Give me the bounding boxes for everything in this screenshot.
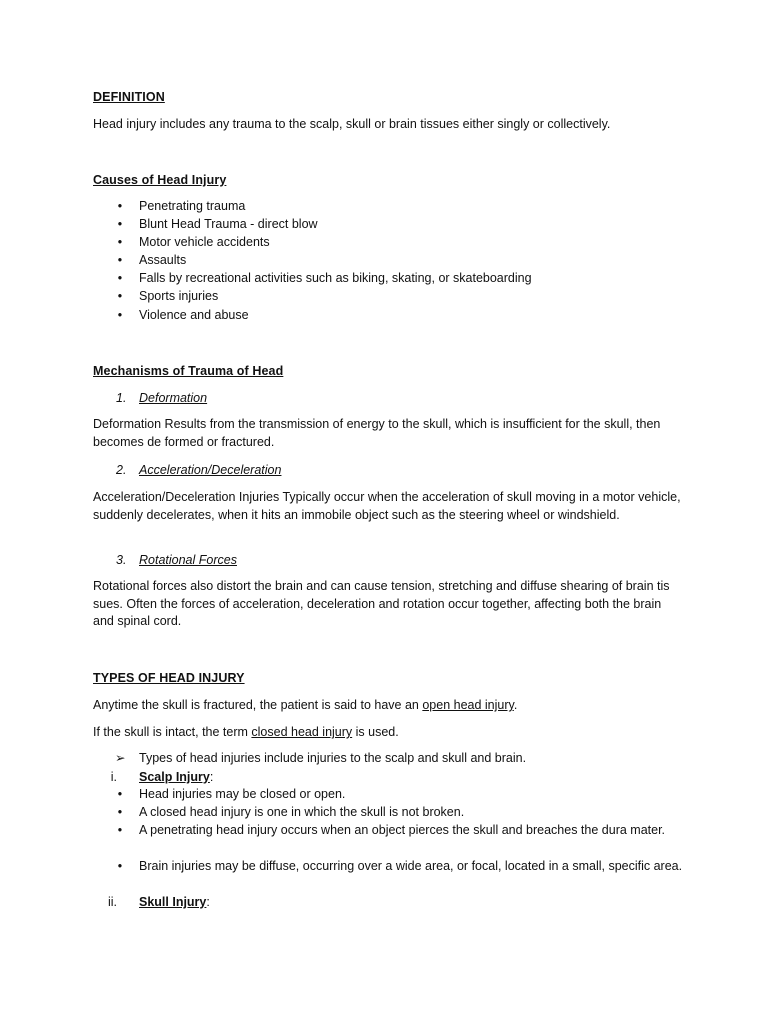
bullet-icon: •: [117, 289, 123, 303]
bullet-icon: •: [117, 823, 123, 837]
roman-number: ii.: [107, 895, 117, 909]
list-item: [93, 216, 683, 234]
closed-injury-text: If the skull is intact, the term closed head injury is used.: [93, 725, 399, 739]
bullet-icon: •: [117, 308, 123, 322]
mechanism-title: Rotational Forces: [139, 553, 237, 567]
mechanism-text: Deformation Results from the transmission of energy to the skull, which is insufficient for the skull, then becomes de formed or fractured.: [93, 417, 661, 449]
bullet-icon: •: [117, 235, 123, 249]
scalp-injury-label: Scalp Injury: [139, 770, 210, 784]
bullet-icon: •: [117, 217, 123, 231]
roman-number: i.: [110, 770, 117, 784]
list-item: [93, 786, 683, 804]
definition-text: Head injury includes any trauma to the scalp, skull or brain tissues either singly or collectively.: [93, 117, 611, 131]
list-item: [93, 307, 683, 325]
bullet-icon: •: [117, 253, 123, 267]
mechanism-text: Acceleration/Deceleration Injuries Typically occur when the acceleration of skull moving in a motor vehicle, suddenly decelerates, when it hits an immobile object such as the steering wheel or windshield.: [93, 490, 681, 522]
mechanisms-heading: Mechanisms of Trauma of Head: [93, 364, 284, 378]
cause-text: Blunt Head Trauma - direct blow: [139, 217, 318, 231]
list-item: [93, 750, 683, 768]
mechanism-label: [116, 551, 237, 569]
mechanism-title: Deformation: [139, 391, 208, 405]
closed-injury-term: closed head injury: [251, 725, 353, 739]
bullet-icon: •: [117, 805, 123, 819]
bullet-icon: •: [117, 859, 123, 873]
cause-text: Motor vehicle accidents: [139, 235, 270, 249]
list-item: [93, 822, 683, 840]
cause-text: Penetrating trauma: [139, 199, 246, 213]
cause-text: Assaults: [139, 253, 187, 267]
causes-heading: Causes of Head Injury: [93, 173, 227, 187]
list-item: [93, 234, 683, 252]
list-item: [93, 804, 683, 822]
scalp-item-text: A penetrating head injury occurs when an object pierces the skull and breaches the dura mater.: [139, 823, 666, 837]
list-item: [93, 288, 683, 306]
scalp-item-text: Brain injuries may be diffuse, occurring over a wide area, or focal, located in a small, specific area.: [139, 859, 683, 873]
bullet-icon: •: [117, 199, 123, 213]
bullet-icon: •: [117, 271, 123, 285]
skull-injury-label: Skull Injury: [139, 895, 207, 909]
types-heading: TYPES OF HEAD INJURY: [93, 671, 245, 685]
document-page: DEFINITION Head injury includes any trauma to the scalp, skull or brain tissues either singly or collectively. Causes of Head Injury • Penetrating trauma • Blunt Head Trauma - direct blow • Motor vehicle accidents • Assaults • Falls by recreational activities such as biking, skating, or skateboarding • Sports injuries • Violence and abuse Mechanisms of Trauma of Head 1. Deformation Deformation Results from the transmission of energy to the skull, which is insufficient for the skull, then becomes de formed or fractured. 2. Acceleration/Deceleration Acceleration/Deceleration Injuries Typically occur when the acceleration of skull moving in a motor vehicle, suddenly decelerates, when it hits an immobile object such as the steering wheel or windshield. 3. Rotational Forces Rotational forces also distort the brain and can cause tension, stretching and diffuse shearing of brain tis sues. Often the forces of acceleration, deceleration and rotation occur together, affecting both the brain and spinal cord. TYPES OF HEAD INJURY Anytime the skull is fractured, the patient is said to have an open head injury. If the skull is intact, the term closed head injury is used. ➢ Types of head injuries include injuries to the scalp and skull and brain. i. Scalp Injury: • Head injuries may be closed or open. • A closed head injury is one in which the skull is not broken. • A penetrating head injury occurs when an object pierces the skull and breaches the dura mater. • Brain injuries may be diffuse, occurring over a wide area, or focal, located in a small, specific area. ii. Skull Injury:: [0, 0, 768, 1024]
list-item: [93, 198, 683, 216]
cause-text: Falls by recreational activities such as biking, skating, or skateboarding: [139, 271, 532, 285]
mechanism-label: [116, 389, 207, 407]
list-item: [93, 270, 683, 288]
scalp-item-text: A closed head injury is one in which the skull is not broken.: [139, 805, 465, 819]
mechanism-number: 1.: [116, 391, 127, 405]
mechanism-text: Rotational forces also distort the brain and can cause tension, stretching and diffuse shearing of brain tis sues. Often the forces of acceleration, deceleration and rotation occur together, affecting both the brain and spinal cord.: [93, 579, 670, 628]
arrow-bullet-icon: ➢: [115, 751, 126, 765]
list-item: [93, 858, 683, 876]
mechanism-number: 2.: [116, 463, 127, 477]
cause-text: Sports injuries: [139, 289, 219, 303]
bullet-icon: •: [117, 787, 123, 801]
mechanism-title: Acceleration/Deceleration: [139, 463, 282, 477]
mechanism-label: [116, 461, 281, 479]
types-intro-text: Types of head injuries include injuries to the scalp and skull and brain.: [139, 751, 527, 765]
definition-heading: DEFINITION: [93, 90, 165, 104]
open-injury-term: open head injury: [422, 698, 514, 712]
open-injury-text: Anytime the skull is fractured, the patient is said to have an open head injury.: [93, 698, 518, 712]
mechanism-number: 3.: [116, 553, 127, 567]
scalp-item-text: Head injuries may be closed or open.: [139, 787, 346, 801]
cause-text: Violence and abuse: [139, 308, 249, 322]
list-item: [93, 252, 683, 270]
